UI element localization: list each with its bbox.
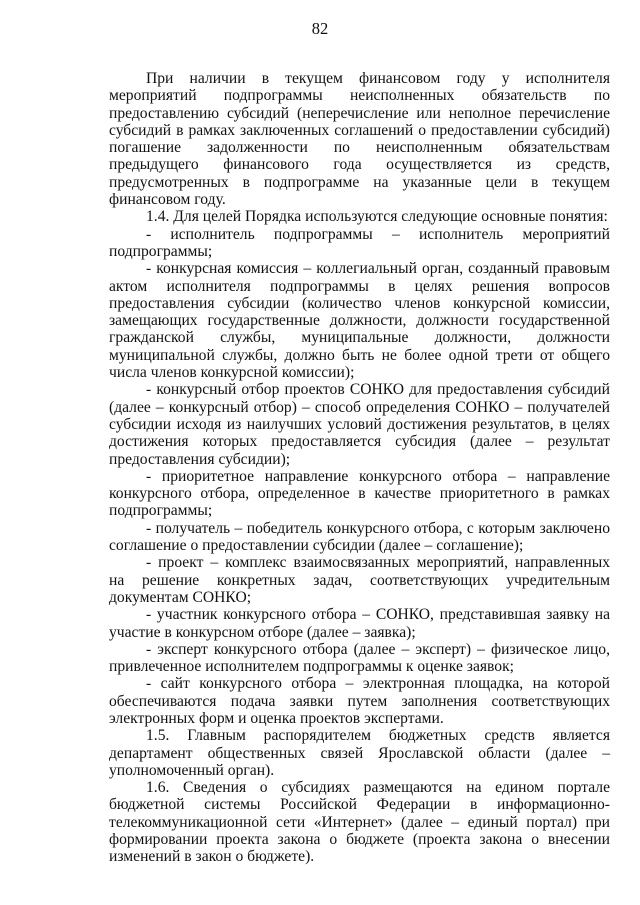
paragraph-1-5-main-manager: 1.5. Главным распорядителем бюджетных средств является департамент общественных связей Ярославской области (далее – уполномоченный орган). [109,727,610,779]
definition-project: - проект – комплекс взаимосвязанных мероприятий, направленных на решение конкретных задач, соответствующих учредительным документам СОНКО; [109,554,610,606]
definition-expert: - эксперт конкурсного отбора (далее – эксперт) – физическое лицо, привлеченное исполнителем подпрограммы к оценке заявок; [109,640,610,676]
definition-competitive-selection: - конкурсный отбор проектов СОНКО для предоставления субсидий (далее – конкурсный отбор) – способ определения СОНКО – получателей субсидии исходя из наилучших условий достижения результатов, в целях достижения которых предоставляется субсидия (далее – результат предоставления субсидии); [109,381,610,468]
definition-selection-website: - сайт конкурсного отбора – электронная площадка, на которой обеспечиваются подача заявки путем заполнения соответствующих электронных форм и оценка проектов экспертами. [109,675,610,727]
page-number: 82 [311,19,329,38]
definition-executor: - исполнитель подпрограммы – исполнитель мероприятий подпрограммы; [109,225,610,260]
definition-priority-direction: - приоритетное направление конкурсного отбора – направление конкурсного отбора, определенное в качестве приоритетного в рамках подпрограммы; [109,467,610,520]
document-body [109,70,610,866]
definition-recipient: - получатель – победитель конкурсного отбора, с которым заключено соглашение о предоставлении субсидии (далее – соглашение); [109,519,610,555]
definition-competition-commission: - конкурсная комиссия – коллегиальный орган, созданный правовым актом исполнителя подпрограммы в целях решения вопросов предоставления субсидии (количество членов конкурсной комиссии, замещающих государственные должности, должности государственной гражданской службы, муниципальные должности, должности муниципальной службы, должно быть не более одной трети от общего числа членов конкурсной комиссии); [109,260,610,382]
paragraph-outstanding-obligations: При наличии в текущем финансовом году у исполнителя мероприятий подпрограммы неисполненных обязательств по предоставлению субсидий (неперечисление или неполное перечисление субсидий в рамках заключенных соглашений о предоставлении субсидий) погашение задолженности по неисполненным обязательствам предыдущего финансового года осуществляется из средств, предусмотренных в подпрограмме на указанные цели в текущем финансовом году. [109,70,610,209]
paragraph-1-6-subsidy-information: 1.6. Сведения о субсидиях размещаются на едином портале бюджетной системы Российской Федерации в информационно-телекоммуникационной сети «Интернет» (далее – единый портал) при формировании проекта закона о бюджете (проекта закона о внесении изменений в закон о бюджете). [109,779,610,866]
paragraph-1-4-definitions-intro: 1.4. Для целей Порядка используются следующие основные понятия: [146,208,608,226]
definition-participant: - участник конкурсного отбора – СОНКО, представившая заявку на участие в конкурсном отборе (далее – заявка); [109,606,610,641]
